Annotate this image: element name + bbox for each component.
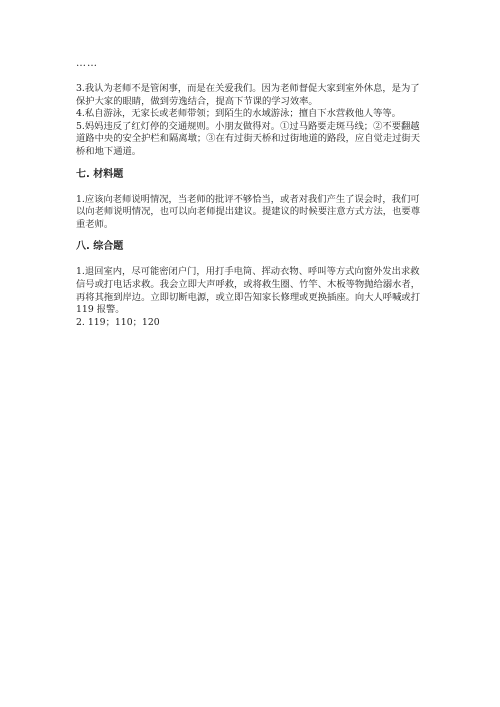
section-6-answers — [76, 83, 426, 159]
continuation-ellipsis: …… — [76, 58, 98, 69]
answer-item-6-5: 5.妈妈违反了红灯停的交通规则。小朋友做得对。①过马路要走斑马线；②不要翻越道路中央的安全护栏和隔离墩；③在有过街天桥和过街地道的路段，应自觉走过街天桥和地下通道。 — [76, 120, 420, 157]
section-7 — [76, 169, 426, 232]
answer-item-8-2: 2. 119；110；120 — [76, 316, 160, 328]
section-8 — [76, 241, 426, 329]
answer-item-6-3: 3.我认为老师不是管闲事，而是在关爱我们。因为老师督促大家到室外休息，是为了保护大家的眼睛，做到劳逸结合，提高下节课的学习效率。 — [76, 83, 420, 107]
section-7-title: 七. 材料题 — [76, 168, 124, 180]
answer-item-7-1: 1.应该向老师说明情况，当老师的批评不够恰当，或者对我们产生了误会时，我们可以向老师说明情况，也可以向老师提出建议。提建议的时候要注意方式方法，也要尊重老师。 — [76, 193, 420, 230]
answer-item-6-4: 4.私自游泳，无家长或老师带领；到陌生的水域游泳；擅自下水营救他人等等。 — [76, 108, 401, 120]
answer-sheet-page — [76, 58, 426, 329]
answer-item-8-1: 1.退回室内，尽可能密闭户门，用打手电筒、挥动衣物、呼叫等方式向窗外发出求救信号或打电话求救。我会立即大声呼救，或将救生圈、竹竿、木板等物抛给溺水者，再将其拖到岸边。立即切断电源，或立即告知家长修理或更换插座。向大人呼喊或打 119 报警。 — [76, 266, 420, 316]
section-8-title: 八. 综合题 — [76, 241, 124, 253]
